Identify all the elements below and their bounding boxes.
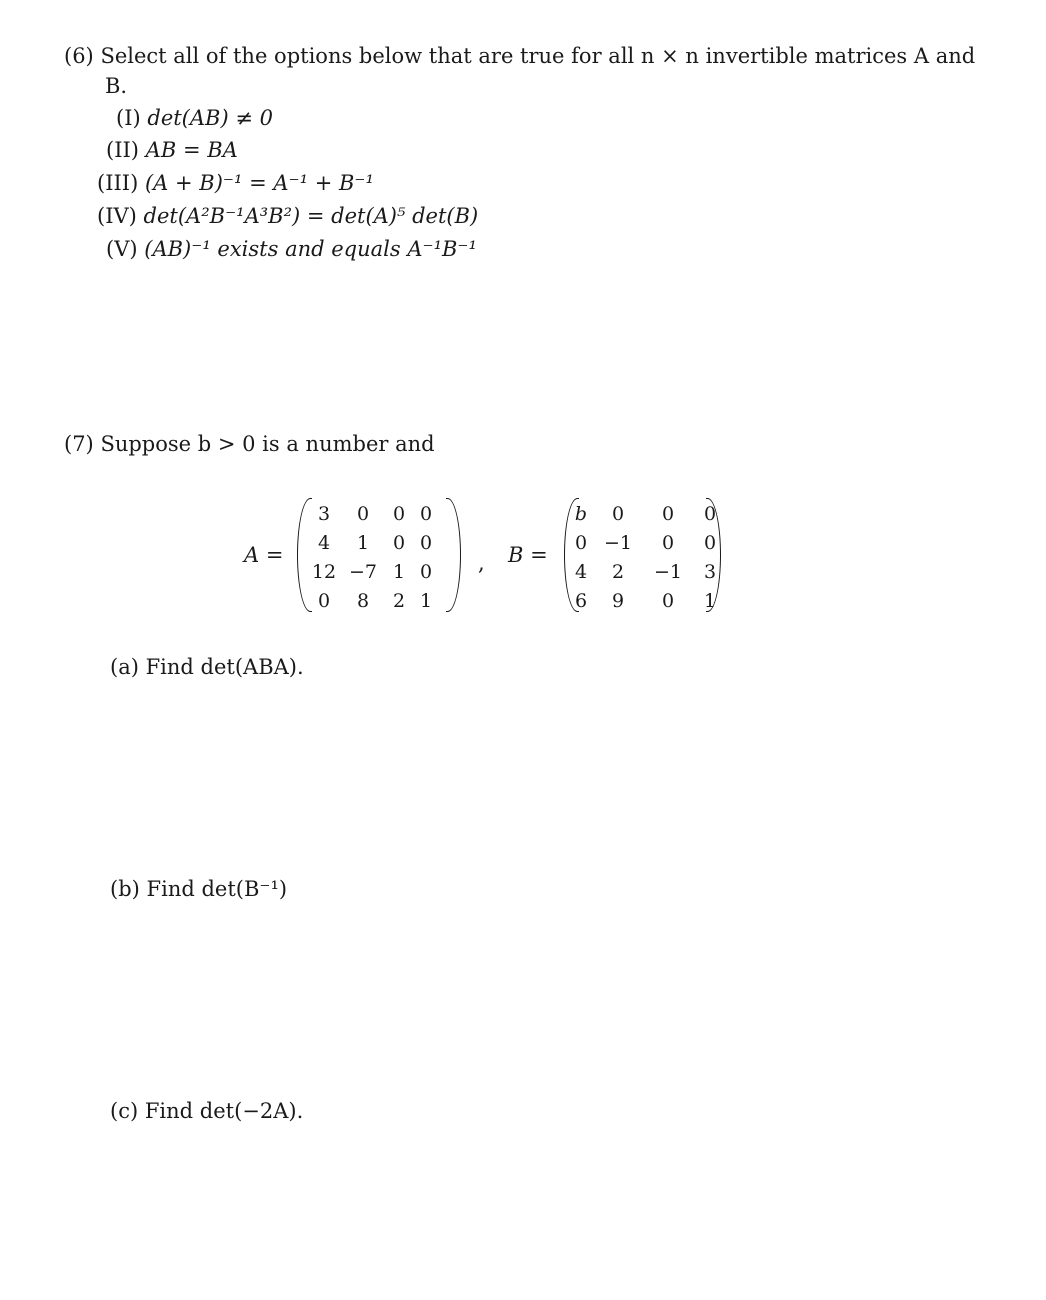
matrix-b-cell: b	[574, 503, 588, 525]
q6-option-expr: AB = BA	[145, 138, 238, 162]
matrix-a-right-paren	[446, 498, 461, 612]
matrix-a-cell: 3	[317, 503, 331, 525]
matrix-a-cell: 1	[419, 590, 433, 612]
q7-part-a	[110, 655, 304, 679]
matrix-a-cell: 0	[392, 503, 406, 525]
q6-option-1	[116, 106, 273, 130]
matrix-b	[568, 500, 726, 616]
matrix-b-cell: 2	[611, 561, 625, 583]
q6-option-expr: (A + B)⁻¹ = A⁻¹ + B⁻¹	[144, 171, 374, 195]
matrix-a-cell: 2	[392, 590, 406, 612]
q7-part-b	[110, 877, 287, 901]
q6-option-label: (III)	[97, 171, 139, 195]
q6-stem-line2: B.	[105, 74, 128, 98]
matrix-b-cell: 9	[611, 590, 625, 612]
matrix-a-cell: 4	[317, 532, 331, 554]
q6-option-3	[97, 171, 374, 195]
matrix-a-cell: 0	[392, 532, 406, 554]
matrix-comma: ,	[478, 551, 485, 575]
q6-option-label: (II)	[106, 138, 139, 162]
q6-stem-text: Select all of the options below that are true for all n × n invertible matrices A and	[100, 44, 976, 68]
q6-stem-line1	[64, 44, 975, 68]
matrix-a-cell: 8	[356, 590, 370, 612]
matrix-a-cell: 0	[419, 503, 433, 525]
matrix-a-cell: 1	[392, 561, 406, 583]
matrix-a	[307, 500, 439, 616]
matrix-b-cell: 6	[574, 590, 588, 612]
q6-option-label: (IV)	[97, 204, 137, 228]
q7-part-label: (c)	[110, 1099, 139, 1123]
q7-part-c	[110, 1099, 303, 1123]
q6-option-4	[97, 204, 478, 228]
matrix-a-cell: 0	[356, 503, 370, 525]
q7-part-text: Find det(ABA).	[145, 655, 304, 679]
matrix-a-cell: −7	[348, 561, 377, 583]
matrix-b-cell: 0	[661, 590, 675, 612]
matrix-b-cell: −1	[603, 532, 632, 554]
q7-stem-text: Suppose b > 0 is a number and	[100, 432, 435, 456]
q7-part-label: (a)	[110, 655, 139, 679]
q7-part-text: Find det(B⁻¹)	[146, 877, 288, 901]
q6-option-2	[106, 138, 238, 162]
matrix-b-label: B =	[508, 543, 548, 567]
q6-option-expr: (AB)⁻¹ exists and equals A⁻¹B⁻¹	[144, 237, 477, 261]
matrix-a-cell: 0	[419, 561, 433, 583]
matrix-a-label: A =	[244, 543, 284, 567]
q6-option-5	[106, 237, 477, 261]
q7-part-text: Find det(−2A).	[144, 1099, 304, 1123]
matrix-b-cell: 0	[661, 532, 675, 554]
q7-number: (7)	[64, 432, 94, 456]
q6-number: (6)	[64, 44, 94, 68]
matrix-b-cell: 0	[661, 503, 675, 525]
matrix-a-cell: 0	[419, 532, 433, 554]
q6-option-expr: det(AB) ≠ 0	[147, 106, 273, 130]
matrix-b-cell: 0	[574, 532, 588, 554]
matrix-b-cell: 0	[703, 532, 717, 554]
q6-option-label: (V)	[106, 237, 138, 261]
matrix-b-cell: 0	[703, 503, 717, 525]
matrix-a-cell: 1	[356, 532, 370, 554]
matrix-b-cell: −1	[653, 561, 682, 583]
matrix-b-cell: 3	[703, 561, 717, 583]
matrix-b-cell: 4	[574, 561, 588, 583]
q7-stem	[64, 432, 435, 456]
q7-part-label: (b)	[110, 877, 140, 901]
matrix-a-cell: 12	[311, 561, 337, 583]
q6-option-expr: det(A²B⁻¹A³B²) = det(A)⁵ det(B)	[143, 204, 479, 228]
matrix-b-cell: 0	[611, 503, 625, 525]
matrix-a-cell: 0	[317, 590, 331, 612]
q6-option-label: (I)	[116, 106, 141, 130]
matrix-b-cell: 1	[703, 590, 717, 612]
